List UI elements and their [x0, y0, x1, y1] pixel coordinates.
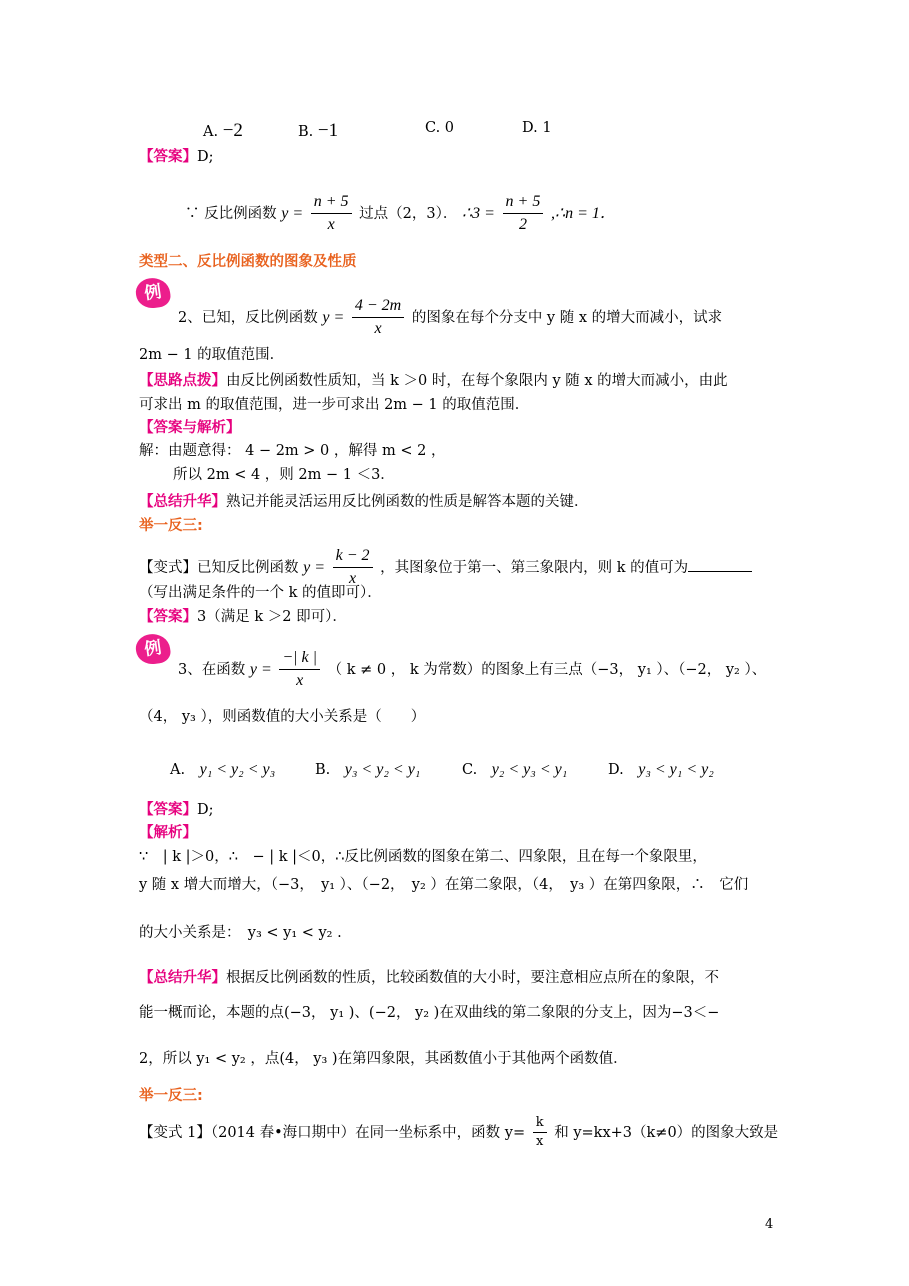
answer-blank — [688, 559, 752, 572]
answer-3: 【答案】D; — [139, 802, 214, 818]
example-3-line2: （4， y₃ ），则函数值的大小关系是（ ） — [139, 709, 426, 725]
answer-variant-1: 【答案】3（满足 k ＞2 即可）． — [139, 609, 347, 625]
variant-2: 【变式 1】（2014 春•海口期中）在同一坐标系中，函数 y= $\frac{k}{x}$ 和 y=kx+3（k≠0）的图象大致是 — [139, 1115, 778, 1151]
example-2-line2: 2m − 1 的取值范围． — [139, 347, 285, 363]
fraction: $\frac{k}{x}$ — [533, 1115, 547, 1151]
ex3-option-c: C. y₂ < y₃ < y₁ — [462, 761, 568, 778]
hint-line2: 可求出 m 的取值范围，进一步可求出 2m − 1 的取值范围． — [139, 397, 530, 413]
option-b: B. −1 — [298, 120, 339, 141]
fraction: $\frac{-| k |}{x}$ — [279, 648, 320, 692]
fraction: $\frac{4 - 2m}{x}$ — [352, 296, 404, 340]
solution-3-line3: 的大小关系是： y₃ < y₁ < y₂ . — [139, 925, 342, 941]
answer-analysis-tag: 【答案与解析】 — [139, 420, 241, 436]
summary-2: 【总结升华】根据反比例函数的性质，比较函数值的大小时，要注意相应点所在的象限，不 — [139, 970, 719, 986]
variant-1-line2: （写出满足条件的一个 k 的值即可）． — [139, 585, 382, 601]
summary-2-line2: 能一概而论，本题的点(−3， y₁ )、(−2， y₂ )在双曲线的第二象限的分支上，因为−3＜− — [139, 1005, 720, 1021]
solution-1: ∵ 反比例函数 y = $\frac{n + 5}{x}$ 过点（2，3）． ∴3 = $\frac{n + 5}{2}$ ,∴n = 1． — [185, 192, 616, 236]
example-3: 3、在函数 y = $\frac{-| k |}{x}$ （ k ≠ 0 ， k 为常数）的图象上有三点（−3， y₁ ）、（−2， y₂ ）、 — [178, 648, 766, 692]
section-header: 类型二、反比例函数的图象及性质 — [139, 254, 357, 270]
option-d: D. 1 — [522, 120, 552, 136]
option-a: A. −2 — [203, 120, 243, 141]
page-number: 4 — [765, 1217, 774, 1232]
summary-2-line3: 2，所以 y₁ < y₂ ，点(4， y₃ )在第四象限，其函数值小于其他两个函数值． — [139, 1051, 628, 1067]
fraction: $\frac{n + 5}{2}$ — [503, 192, 544, 236]
analysis-tag: 【解析】 — [139, 825, 197, 841]
fraction: $\frac{k - 2}{x}$ — [333, 546, 373, 590]
option-c: C. 0 — [425, 120, 455, 136]
ex3-option-b: B. y₃ < y₂ < y₁ — [315, 761, 421, 778]
solution-2-line1: 解：由题意得： 4 − 2m > 0 ，解得 m < 2 ， — [139, 443, 446, 459]
example-badge: 例 — [134, 276, 172, 310]
example-badge: 例 — [134, 632, 172, 666]
hint: 【思路点拨】由反比例函数性质知，当 k ＞0 时，在每个象限内 y 随 x 的增大而减小，由此 — [139, 373, 728, 389]
answer-1: 【答案】D; — [139, 149, 214, 165]
example-2: 2、已知，反比例函数 y = $\frac{4 - 2m}{x}$ 的图象在每个分支中 y 随 x 的增大而减小，试求 — [178, 296, 722, 340]
practice-header-2: 举一反三: — [139, 1088, 203, 1104]
fraction: $\frac{n + 5}{x}$ — [311, 192, 352, 236]
practice-header: 举一反三: — [139, 518, 203, 534]
solution-2-line2: 所以 2m < 4 ，则 2m − 1 ＜3． — [173, 467, 395, 483]
ex3-option-d: D. y₃ < y₁ < y₂ — [608, 761, 714, 778]
solution-3-line1: ∵ | k |＞0，∴ − | k |＜0，∴反比例函数的图象在第二、四象限，且在每一个象限里， — [139, 849, 707, 865]
solution-3-line2: y 随 x 增大而增大，（−3， y₁ ）、（−2， y₂ ）在第二象限，（4， y₃ ）在第四象限，∴ 它们 — [139, 877, 749, 893]
ex3-option-a: A. y₁ < y₂ < y₃ — [170, 761, 276, 778]
variant-1: 【变式】已知反比例函数 y = $\frac{k - 2}{x}$ ，其图象位于第一、第三象限内，则 k 的值可为 — [139, 546, 752, 590]
summary-1: 【总结升华】熟记并能灵活运用反比例函数的性质是解答本题的关键． — [139, 494, 589, 510]
